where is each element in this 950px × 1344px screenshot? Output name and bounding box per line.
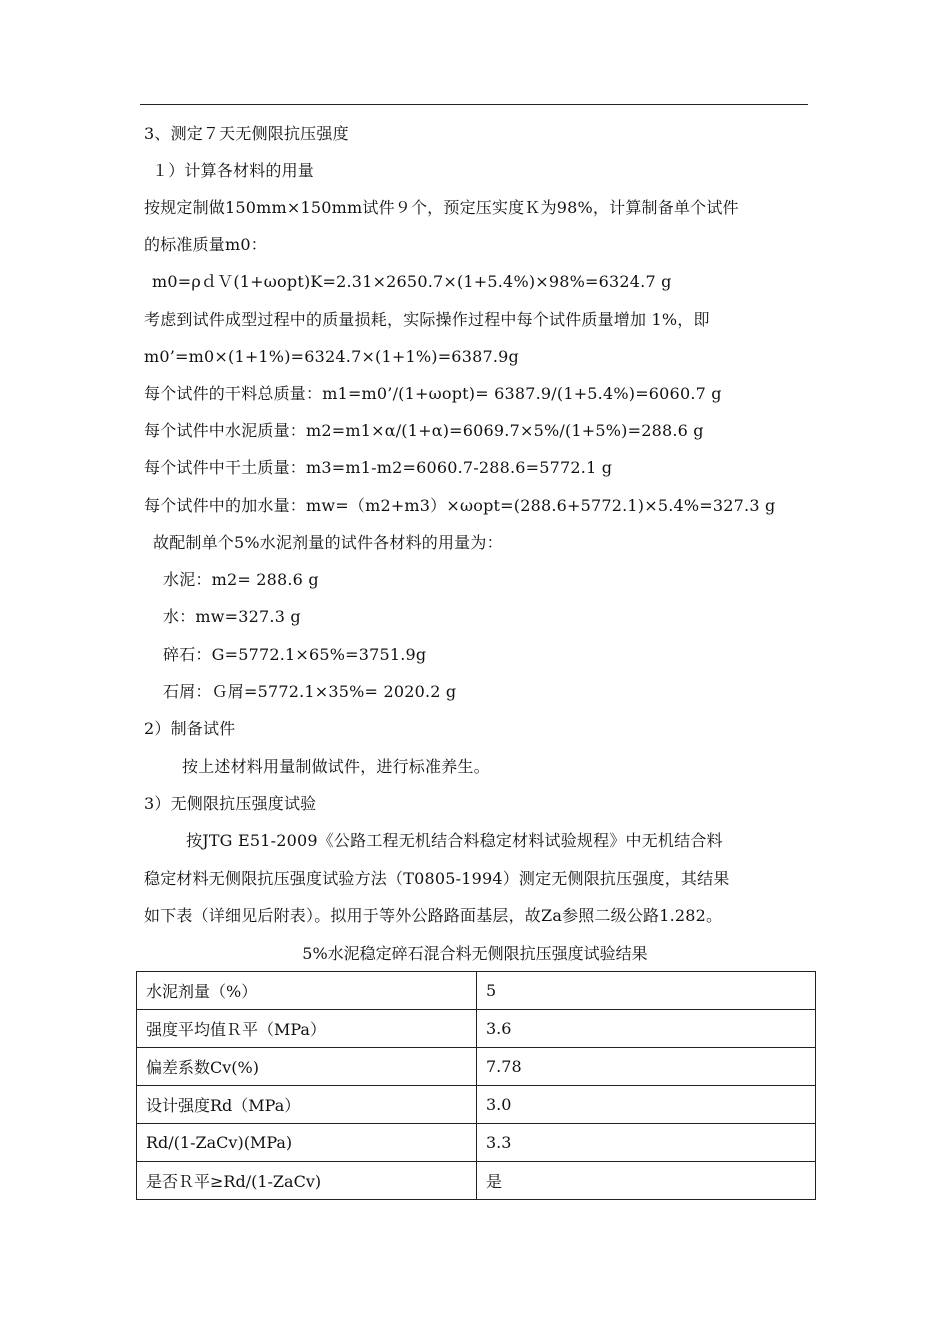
paragraph-line: 的标准质量m0： xyxy=(144,235,267,254)
material-line: 水泥：m2= 288.6 g xyxy=(163,570,319,589)
row-label: 水泥剂量（%） xyxy=(137,972,477,1010)
row-value: 3.3 xyxy=(477,1124,816,1162)
material-line: 碎石：G=5772.1×65%=3751.9g xyxy=(163,645,427,664)
material-line: 水：mw=327.3 g xyxy=(163,607,301,626)
paragraph-line: 故配制单个5%水泥剂量的试件各材料的用量为： xyxy=(153,533,503,552)
table-row xyxy=(137,1086,816,1124)
results-table xyxy=(136,971,816,1200)
row-label: 是否Ｒ平≥Rd/(1-ZaCv) xyxy=(137,1162,477,1200)
table-row xyxy=(137,1048,816,1086)
section-heading: 3、测定７天无侧限抗压强度 xyxy=(144,124,349,143)
table-row xyxy=(137,972,816,1010)
row-label: 设计强度Rd（MPa） xyxy=(137,1086,477,1124)
table-row xyxy=(137,1124,816,1162)
table-row xyxy=(137,1162,816,1200)
paragraph-line: 按规定制做150mm×150mm试件９个，预定压实度Ｋ为98%，计算制备单个试件 xyxy=(144,198,739,217)
formula-line: 每个试件的干料总质量：m1=m0’/(1+ωopt)= 6387.9/(1+5.4%)=6060.7 g xyxy=(144,384,722,403)
formula-line: 每个试件中水泥质量：m2=m1×α/(1+α)=6069.7×5%/(1+5%)=288.6 g xyxy=(144,421,704,440)
header-rule xyxy=(140,104,808,105)
row-value: 3.6 xyxy=(477,1010,816,1048)
table-title: 5%水泥稳定碎石混合料无侧限抗压强度试验结果 xyxy=(302,944,648,963)
paragraph-line: 按上述材料用量制做试件，进行标准养生。 xyxy=(182,757,490,776)
row-value: 7.78 xyxy=(477,1048,816,1086)
row-value: 3.0 xyxy=(477,1086,816,1124)
paragraph-line: 按JTG E51-2009《公路工程无机结合料稳定材料试验规程》中无机结合料 xyxy=(186,831,723,850)
formula-line: 每个试件中的加水量：mw=（m2+m3）×ωopt=(288.6+5772.1)×5.4%=327.3 g xyxy=(144,496,776,515)
formula-line: m0=ρｄＶ(1+ωopt)K=2.31×2650.7×(1+5.4%)×98%=6324.7 g xyxy=(152,272,672,291)
row-label: 强度平均值Ｒ平（MPa） xyxy=(137,1010,477,1048)
paragraph-line: 稳定材料无侧限抗压强度试验方法（T0805-1994）测定无侧限抗压强度，其结果 xyxy=(144,869,730,888)
table-row xyxy=(137,1010,816,1048)
row-value: 5 xyxy=(477,972,816,1010)
material-line: 石屑：Ｇ屑=5772.1×35%= 2020.2 g xyxy=(163,682,457,701)
paragraph-line: 考虑到试件成型过程中的质量损耗，实际操作过程中每个试件质量增加 1%，即 xyxy=(144,310,710,329)
row-label: Rd/(1-ZaCv)(MPa) xyxy=(137,1124,477,1162)
row-value: 是 xyxy=(477,1162,816,1200)
subsection-heading: １）计算各材料的用量 xyxy=(152,161,315,180)
subsection-heading: 2）制备试件 xyxy=(144,719,236,738)
subsection-heading: 3）无侧限抗压强度试验 xyxy=(144,794,317,813)
formula-line: 每个试件中干土质量：m3=m1-m2=6060.7-288.6=5772.1 g xyxy=(144,458,613,477)
row-label: 偏差系数Cv(%) xyxy=(137,1048,477,1086)
formula-line: m0’=m0×(1+1%)=6324.7×(1+1%)=6387.9g xyxy=(144,347,519,366)
paragraph-line: 如下表（详细见后附表）。拟用于等外公路路面基层，故Za参照二级公路1.282。 xyxy=(144,906,723,925)
